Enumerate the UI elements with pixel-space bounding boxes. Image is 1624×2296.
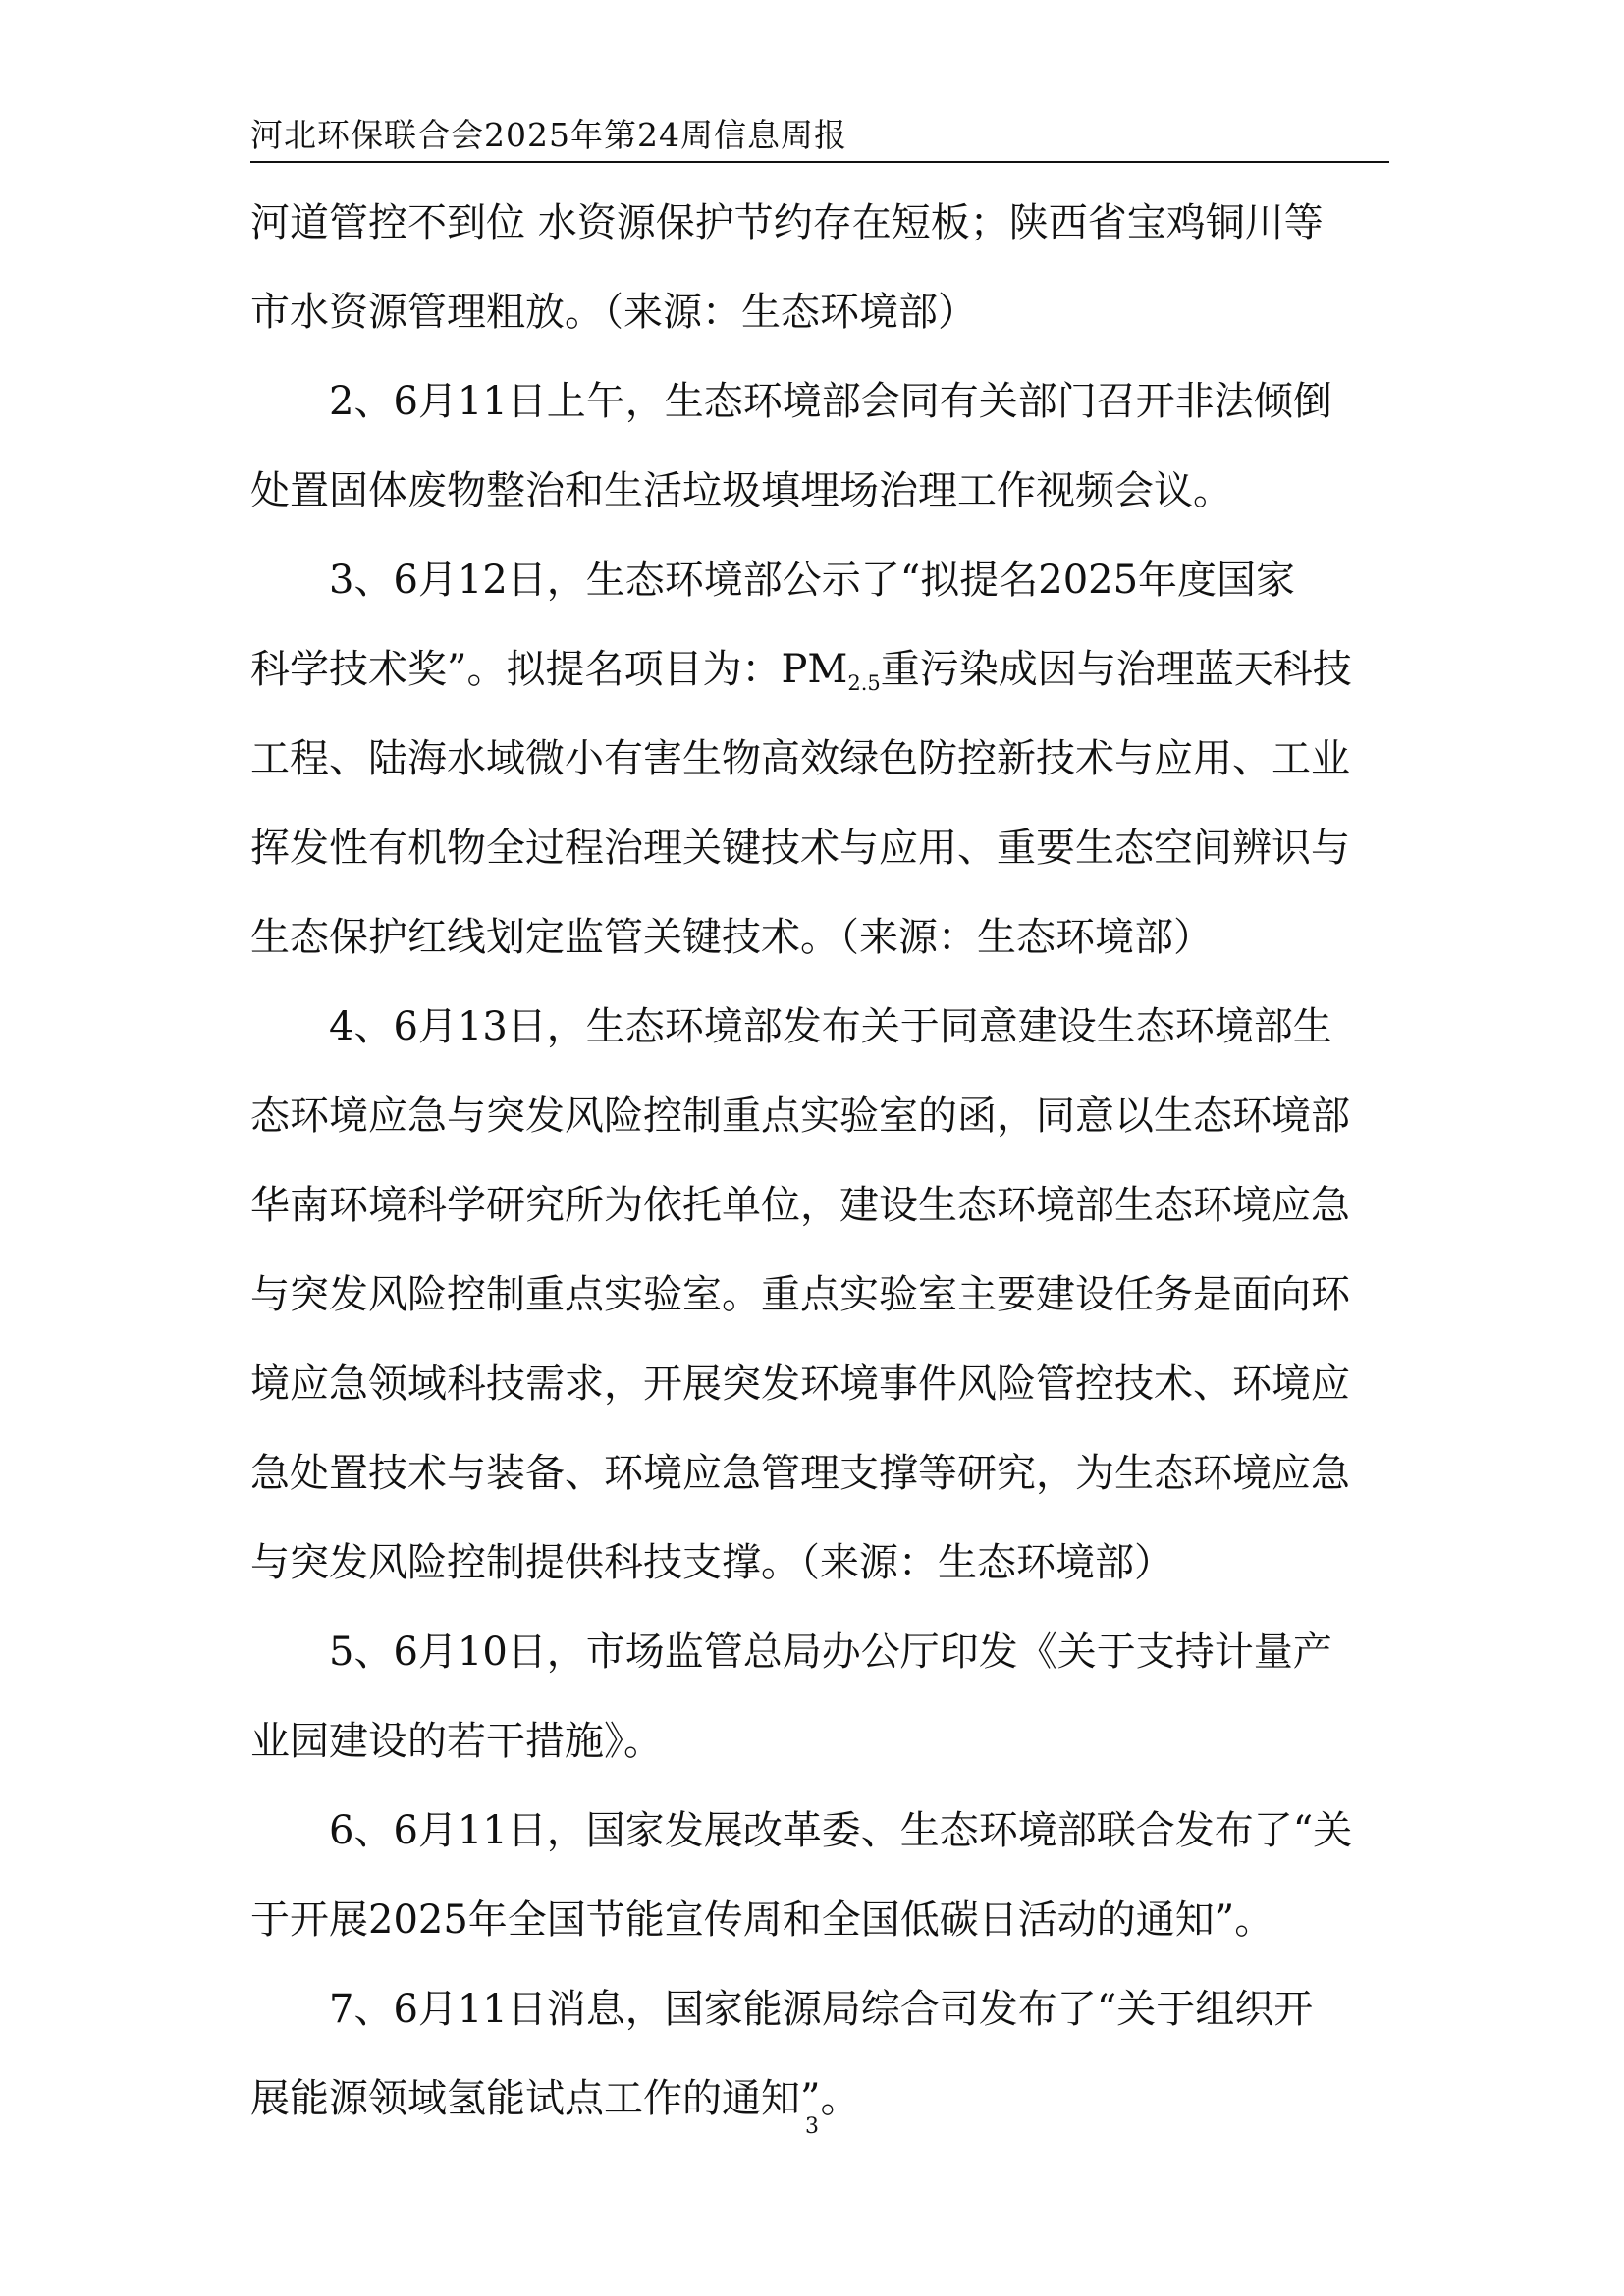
text-line: 生态保护红线划定监管关键技术。（来源：生态环境部） bbox=[250, 915, 1213, 960]
page-number: 3 bbox=[805, 2114, 819, 2139]
item-7-line: 7、6月11日消息，国家能源局综合司发布了“关于组织开 bbox=[329, 1987, 1314, 2032]
text-line: 态环境应急与突发风险控制重点实验室的函，同意以生态环境部 bbox=[250, 1094, 1350, 1139]
body-text bbox=[250, 179, 1389, 2144]
text-line: 市水资源管理粗放。（来源：生态环境部） bbox=[250, 290, 977, 335]
page-header bbox=[250, 116, 1389, 163]
text-line: 河道管控不到位 水资源保护节约存在短板；陕西省宝鸡铜川等 bbox=[250, 200, 1324, 245]
pm-main-text: PM bbox=[781, 647, 848, 692]
header-title: 河北环保联合会2025年第24周信息周报 bbox=[250, 116, 847, 154]
pm25-term bbox=[781, 647, 881, 695]
pm-subscript: 2.5 bbox=[847, 671, 881, 695]
text-line: 处置固体废物整治和生活垃圾填埋场治理工作视频会议。 bbox=[250, 468, 1232, 513]
item-5-line: 5、6月10日，市场监管总局办公厅印发《关于支持计量产 bbox=[329, 1629, 1332, 1675]
text-line: 与突发风险控制重点实验室。重点实验室主要建设任务是面向环 bbox=[250, 1272, 1350, 1317]
text-segment: 重污染成因与治理蓝天科技 bbox=[880, 647, 1352, 692]
item-4-line: 4、6月13日，生态环境部发布关于同意建设生态环境部生 bbox=[329, 1004, 1332, 1049]
text-segment: 科学技术奖”。拟提名项目为： bbox=[250, 647, 782, 692]
item-6-line: 6、6月11日，国家发展改革委、生态环境部联合发布了“关 bbox=[329, 1808, 1353, 1853]
item-3-line: 3、6月12日，生态环境部公示了“拟提名2025年度国家 bbox=[329, 558, 1296, 603]
item-2-line: 2、6月11日上午，生态环境部会同有关部门召开非法倾倒 bbox=[329, 379, 1332, 424]
text-line: 急处置技术与装备、环境应急管理支撑等研究，为生态环境应急 bbox=[250, 1451, 1350, 1496]
text-line: 业园建设的若干措施》。 bbox=[250, 1719, 663, 1764]
text-line: 境应急领域科技需求，开展突发环境事件风险管控技术、环境应 bbox=[250, 1362, 1350, 1407]
text-line: 挥发性有机物全过程治理关键技术与应用、重要生态空间辨识与 bbox=[250, 826, 1350, 871]
text-line: 于开展2025年全国节能宣传周和全国低碳日活动的通知”。 bbox=[250, 1897, 1274, 1943]
text-line: 与突发风险控制提供科技支撑。（来源：生态环境部） bbox=[250, 1540, 1173, 1585]
text-line: 华南环境科学研究所为依托单位，建设生态环境部生态环境应急 bbox=[250, 1183, 1350, 1228]
pm-line bbox=[250, 625, 1389, 715]
text-line: 展能源领域氢能试点工作的通知”。 bbox=[250, 2076, 860, 2121]
text-line: 工程、陆海水域微小有害生物高效绿色防控新技术与应用、工业 bbox=[250, 736, 1350, 781]
